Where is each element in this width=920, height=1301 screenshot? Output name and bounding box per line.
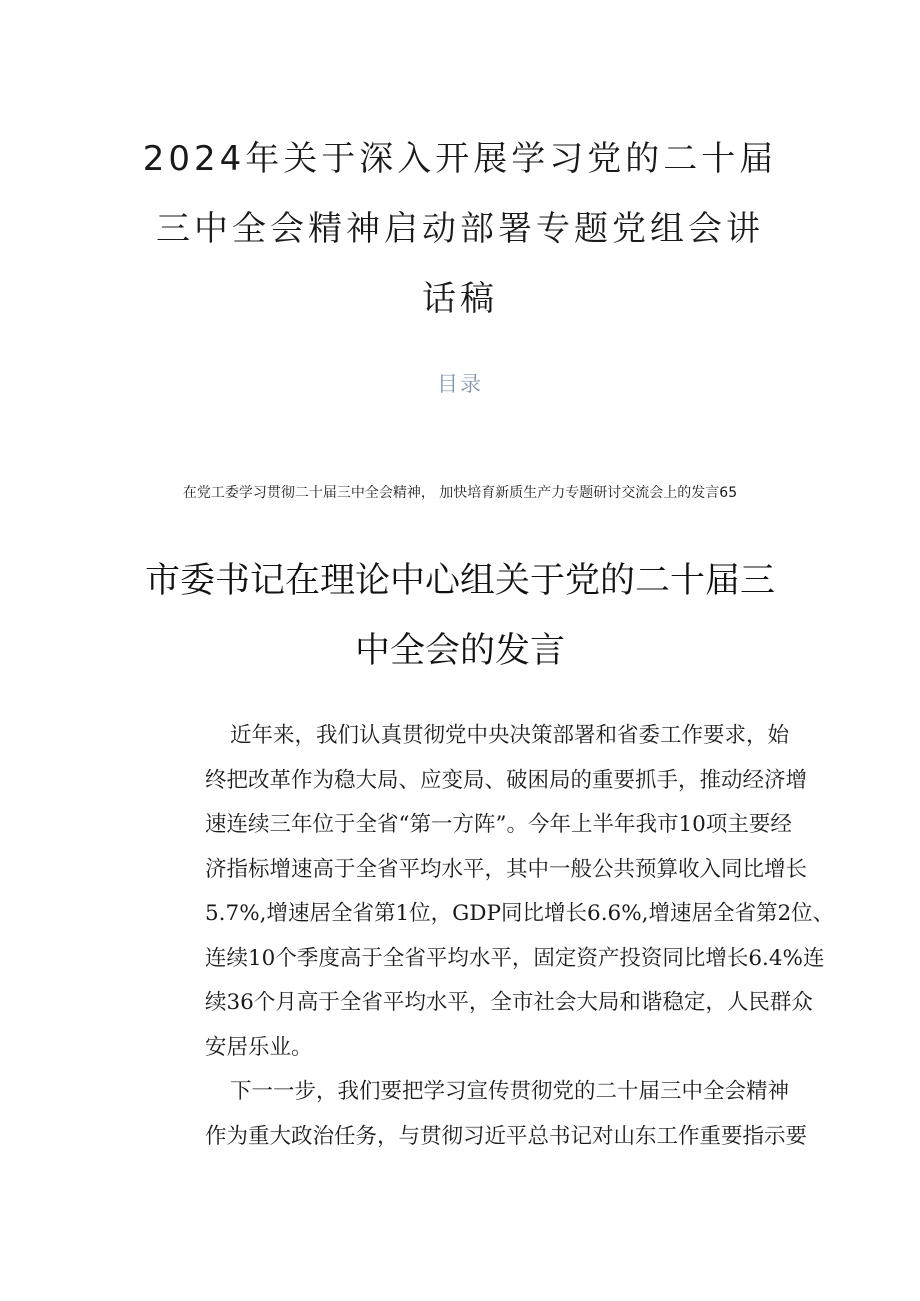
text-line: 速连续三年位于全省“第一方阵”。今年上半年我市10项主要经 — [205, 812, 792, 837]
text-line: 安居乐业。 — [205, 1034, 313, 1060]
text-line: 终把改革作为稳大局、应变局、破困局的重要抓手，推动经济增 — [205, 767, 808, 793]
paragraph-2 — [162, 1070, 808, 1159]
text-line: 续36个月高于全省平均水平，全市社会大局和谐稳定，人民群众 — [205, 990, 813, 1015]
text-line: 近年来，我们认真贯彻党中央决策部署和省委工作要求，始 — [230, 723, 790, 748]
text-line: 5.7%,增速居全省第1位，GDP同比增长6.6%,增速居全省第2位、 — [205, 901, 835, 926]
section-title — [100, 546, 820, 686]
body-text — [162, 714, 835, 1159]
toc-heading: 目录 — [437, 372, 483, 396]
text-line: 下一一步，我们要把学习宣传贯彻党的二十届三中全会精神 — [230, 1079, 790, 1104]
title-line: 话稿 — [422, 279, 498, 319]
text-line: 连续10个季度高于全省平均水平，固定资产投资同比增长6.4%连 — [205, 945, 825, 971]
text-line: 济指标增速高于全省平均水平，其中一般公共预算收入同比增长 — [205, 856, 808, 882]
title-line: 三中全会精神启动部署专题党组会讲 — [156, 209, 764, 249]
title-line: 2024年关于深入开展学习党的二十届 — [142, 139, 778, 179]
text-line: 作为重大政治任务，与贯彻习近平总书记对山东工作重要指示要 — [205, 1123, 808, 1149]
section-title-line: 市委书记在理论中心组关于党的二十届三 — [144, 561, 775, 601]
toc-entry-link[interactable]: 在党工委学习贯彻二十届三中全会精神， 加快培育新质生产力专题研讨交流会上的发言65 — [182, 485, 738, 501]
document-title — [120, 124, 800, 334]
paragraph-1 — [162, 714, 835, 1070]
section-title-line: 中全会的发言 — [354, 631, 565, 671]
